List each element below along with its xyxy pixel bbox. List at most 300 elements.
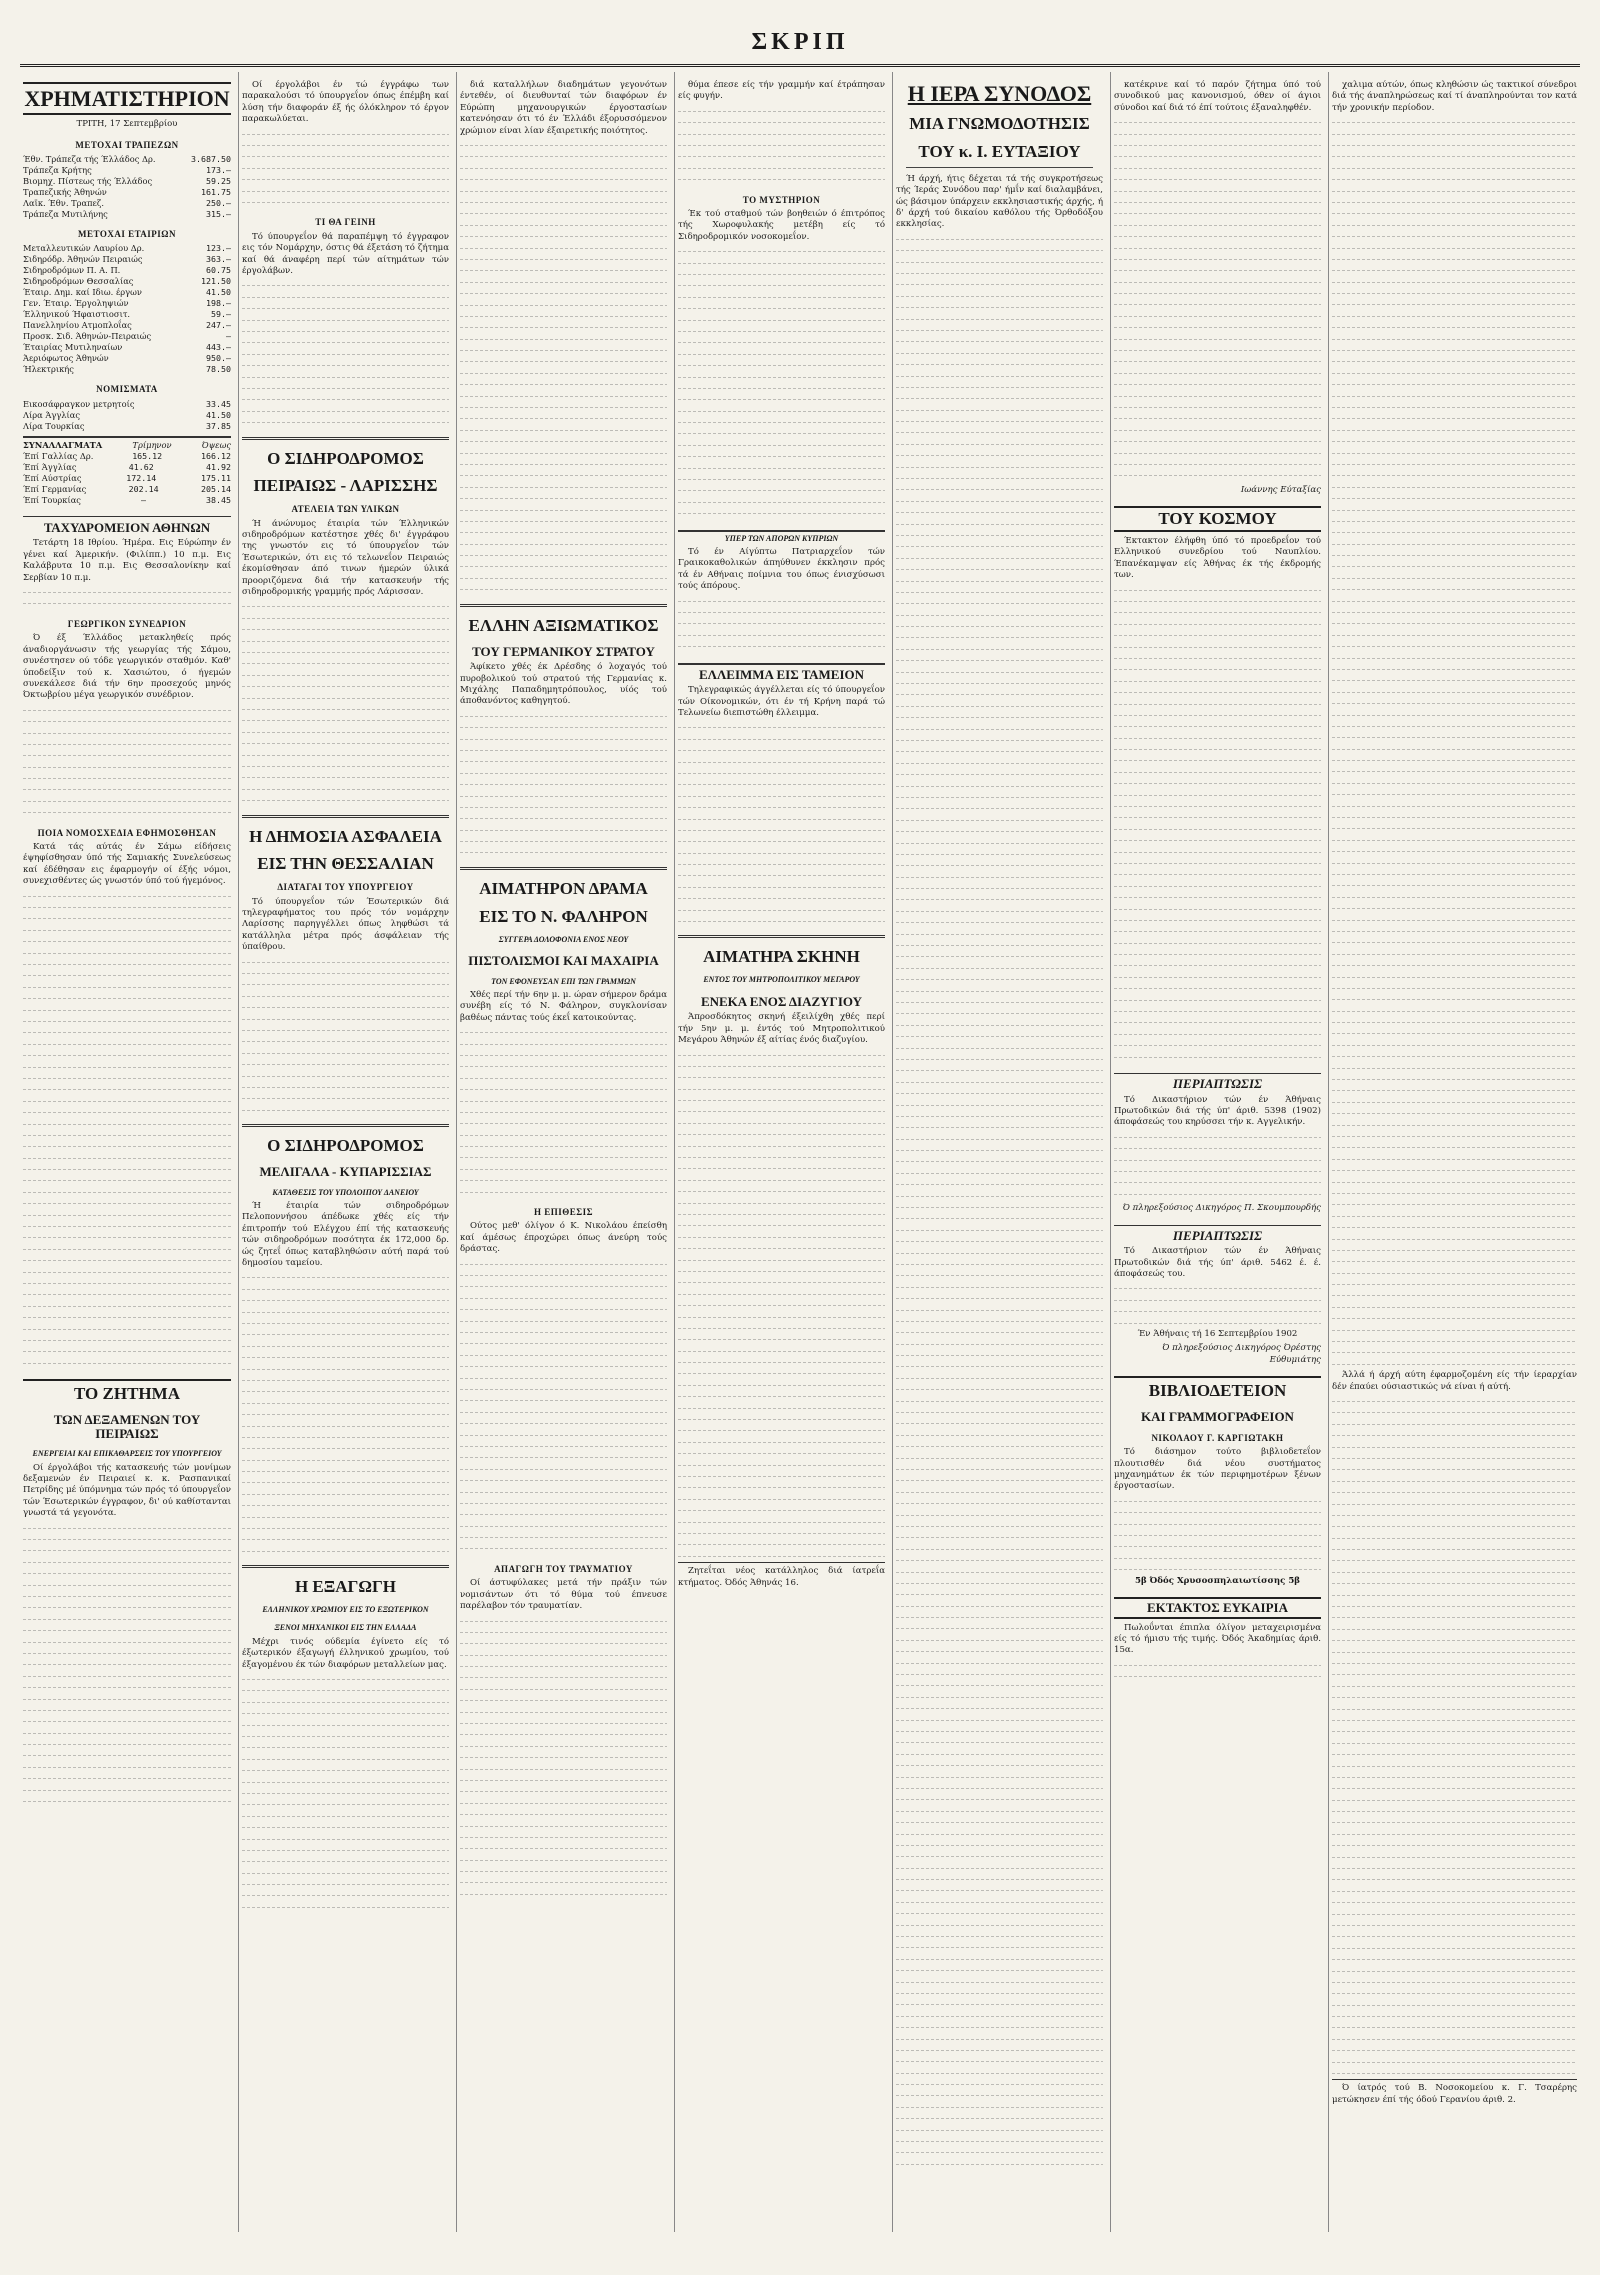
text-line [1332, 1590, 1577, 1601]
zitima-heading: ΤΟ ΖΗΤΗΜΑ [23, 1379, 231, 1403]
text-line [1332, 1544, 1577, 1555]
deficit-text: Τηλεγραφικώς άγγέλλεται είς τό ύπουργεΐον τών Οίκονομικών, ότι έν τή Κρήνη παρά τώ Τελωνείω διεπιστώθη έλλειμμα. [678, 685, 885, 718]
text-line [896, 860, 1103, 871]
text-line [1332, 1897, 1577, 1908]
synod-subheading-2: ΤΟΥ κ. Ι. ΕΥΤΑΞΙΟΥ [918, 141, 1081, 161]
text-line [1332, 1407, 1577, 1418]
text-line [1332, 1658, 1577, 1669]
text-line [1332, 710, 1577, 721]
text-line [896, 974, 1103, 985]
fx-name: Έπί Γαλλίας Δρ. [23, 450, 94, 461]
text-line [1332, 1051, 1577, 1062]
text-line [1332, 1647, 1577, 1658]
text-line [1332, 994, 1577, 1005]
text-line [896, 1373, 1103, 1384]
currency-list [23, 399, 231, 432]
text-line [896, 701, 1103, 712]
rail1-subheading: ΠΕΙΡΑΙΩΣ - ΛΑΡΙΣΣΗΣ [253, 476, 438, 496]
text-line [896, 1008, 1103, 1019]
text-line [1332, 1419, 1577, 1430]
text-line [896, 1111, 1103, 1122]
col7-doctor-notice: Ό ίατρός τού Β. Νοσοκομείου κ. Γ. Τσαρέρης μετώκησεν έπί τής όδού Γερανίου άριθ. 2. [1332, 2079, 1577, 2106]
text-line [896, 1043, 1103, 1054]
text-line [896, 849, 1103, 860]
ti-heading: ΤΙ ΘΑ ΓΕΙΝΗ [315, 217, 376, 228]
text-line [1332, 391, 1577, 402]
text-line [1332, 1006, 1577, 1017]
text-line [896, 416, 1103, 427]
text-line [1332, 1726, 1577, 1737]
col6-intro: κατέκρινε καί τό παρόν ζήτημα ύπό τού συνοδικού μας κανονισμού, όθεν οί άγιοι σύνοδοι καί διά τό έπί τούτοις έξαναληφθέν. [1114, 80, 1321, 113]
text-line [1332, 448, 1577, 459]
company-row [23, 364, 231, 375]
text-line [896, 279, 1103, 290]
text-line [896, 598, 1103, 609]
text-line [896, 1715, 1103, 1726]
currency-heading: ΝΟΜΙΣΜΑΤΑ [96, 384, 158, 395]
text-line [1332, 1199, 1577, 1210]
germ-subheading: ΤΟΥ ΓΕΡΜΑΝΙΚΟΥ ΣΤΡΑΤΟΥ [472, 643, 655, 659]
bank-value: 250.— [206, 197, 231, 208]
drama-heading: ΑΙΜΑΤΗΡΟΝ ΔΡΑΜΑ [479, 878, 648, 898]
text-line [1332, 1154, 1577, 1165]
export-subheading-2: ΞΕΝΟΙ ΜΗΧΑΝΙΚΟΙ ΕΙΣ ΤΗΝ ΕΛΛΑΔΑ [274, 1623, 417, 1633]
column-3 [456, 72, 670, 2232]
text-line [896, 621, 1103, 632]
text-line [896, 302, 1103, 313]
text-line [1332, 550, 1577, 561]
text-line [896, 2079, 1103, 2090]
fx-name: Έπί Γερμανίας [23, 483, 87, 494]
text-line [1332, 778, 1577, 789]
columns [20, 72, 1580, 2232]
company-name: Έταιρίας Μυτιληναίων [23, 342, 123, 353]
text-line [896, 2011, 1103, 2022]
shop-heading-2: ΚΑΙ ΓΡΑΜΜΟΓΡΑΦΕΙΟΝ [1141, 1409, 1294, 1425]
text-line [1332, 322, 1577, 333]
text-line [1332, 903, 1577, 914]
chance-text: Πωλοΰνται έπιπλα όλίγον μεταχειρισμένα είς τό ήμισυ τής τιμής. Όδός Άκαδημίας άριθ. 15α. [1114, 1622, 1321, 1656]
text-line [1332, 823, 1577, 834]
text-line [896, 2113, 1103, 2124]
text-line [1332, 299, 1577, 310]
text-line [896, 1168, 1103, 1179]
text-line [896, 951, 1103, 962]
text-line [896, 587, 1103, 598]
text-line [896, 746, 1103, 757]
text-line [1332, 1142, 1577, 1153]
text-line [1332, 721, 1577, 732]
text-line [896, 1077, 1103, 1088]
shop-text: Τό διάσημον τούτο βιβλιοδετεΐον πλουτισθέν διά νέου συστήματος μηχανημάτων έκ τών περιφημοτέρων ξένων έργοστασίων. [1114, 1447, 1321, 1492]
company-row [23, 309, 231, 320]
text-line [896, 1646, 1103, 1657]
fx-value-a: 41.62 [128, 461, 154, 472]
text-line [1332, 1943, 1577, 1954]
text-line [896, 1396, 1103, 1407]
currency-row [23, 399, 231, 410]
bank-row [23, 154, 231, 165]
text-line [896, 2045, 1103, 2056]
text-line [896, 792, 1103, 803]
text-line [1332, 163, 1577, 174]
text-line [1332, 1874, 1577, 1885]
company-row [23, 243, 231, 254]
text-line [1332, 573, 1577, 584]
rail2-heading: Ο ΣΙΔΗΡΟΔΡΟΜΟΣ [267, 1136, 424, 1156]
text-line [896, 371, 1103, 382]
column-5 [892, 72, 1106, 2232]
bank-value: 59.25 [206, 175, 231, 186]
text-line [1332, 1040, 1577, 1051]
text-line [896, 1054, 1103, 1065]
text-line [896, 325, 1103, 336]
column-4 [674, 72, 888, 2232]
scene-heading: ΑΙΜΑΤΗΡΑ ΣΚΗΝΗ [703, 947, 860, 967]
text-line [1332, 1521, 1577, 1532]
text-line [1332, 1601, 1577, 1612]
text-line [1332, 1612, 1577, 1623]
column-2 [238, 72, 452, 2232]
text-line [1332, 1234, 1577, 1245]
text-line [1332, 1336, 1577, 1347]
masthead-title: ΣΚΡΙΠ [751, 29, 849, 55]
text-line [1332, 1017, 1577, 1028]
text-line [1332, 1977, 1577, 1988]
text-line [896, 1635, 1103, 1646]
text-line [1332, 869, 1577, 880]
text-line [896, 1384, 1103, 1395]
text-line [896, 735, 1103, 746]
text-line [896, 1407, 1103, 1418]
text-line [1332, 288, 1577, 299]
company-row [23, 276, 231, 287]
geo-text: Ό έξ Έλλάδος μετακληθείς πρός άναδιοργάνωσιν τής γεωργίας τής Σάμου, συνέστησεν ού τόδε γεωργικόν σταθμόν. Καθ' ύποδείξιν τού κ. Χασιώτου, ό ήγεμών συνεκάλεσε διά τήν 6ην προσεχούς μηνός Όκτωβρίου μέγα γεωργικόν συνέδριον. [23, 633, 231, 701]
fx-value-a: — [140, 494, 146, 505]
rail1-subheading-2: ΑΤΕΛΕΙΑ ΤΩΝ ΥΛΙΚΩΝ [291, 504, 400, 515]
rail2-subheading-2: ΚΑΤΑΘΕΣΙΣ ΤΟΥ ΥΠΟΛΟΙΠΟΥ ΔΑΝΕΙΟΥ [272, 1187, 419, 1197]
text-line [896, 758, 1103, 769]
text-line [1332, 846, 1577, 857]
company-value: 41.50 [206, 287, 231, 298]
drama-subheading-3: ΠΙΣΤΟΛΙΣΜΟΙ ΚΑΙ ΜΑΧΑΙΡΙΑ [468, 952, 659, 968]
text-line [1332, 1302, 1577, 1313]
text-line [1332, 1931, 1577, 1942]
text-line [1332, 1325, 1577, 1336]
text-line [896, 1612, 1103, 1623]
text-line [896, 1293, 1103, 1304]
text-line [896, 496, 1103, 507]
wounded-heading: ΑΠΑΓΩΓΗ ΤΟΥ ΤΡΑΥΜΑΤΙΟΥ [494, 1563, 633, 1574]
text-line [1332, 1222, 1577, 1233]
text-line [896, 2125, 1103, 2136]
text-line [1332, 1211, 1577, 1222]
text-line [896, 1213, 1103, 1224]
company-value: 198.— [206, 298, 231, 309]
text-line [896, 963, 1103, 974]
text-line [1332, 1567, 1577, 1578]
company-name: Άεριόφωτος Άθηνών [23, 353, 109, 364]
text-line [1332, 983, 1577, 994]
lost-text-1: Τό Δικαστήριον τών έν Άθήναις Πρωτοδικών διά τής ύπ' άριθ. 5398 (1902) άποφάσεώς του κηρύσσει τήν κ. Αγγελικήν. [1114, 1094, 1321, 1128]
text-line [1332, 2068, 1577, 2079]
text-line [896, 1555, 1103, 1566]
text-line [1332, 1533, 1577, 1544]
text-line [1332, 1430, 1577, 1441]
text-line [896, 1236, 1103, 1247]
company-value: 247.— [206, 320, 231, 331]
text-line [896, 484, 1103, 495]
currency-value: 41.50 [206, 409, 231, 420]
scene-subheading-2: ΕΝΕΚΑ ΕΝΟΣ ΔΙΑΖΥΓΙΟΥ [700, 993, 863, 1009]
text-line [896, 1202, 1103, 1213]
text-line [1332, 607, 1577, 618]
text-line [896, 473, 1103, 484]
company-value: 363.— [206, 254, 231, 265]
safety-heading: Η ΔΗΜΟΣΙΑ ΑΣΦΑΛΕΙΑ [249, 826, 442, 846]
text-line [896, 1578, 1103, 1589]
export-subheading: ΕΛΛΗΝΙΚΟΥ ΧΡΩΜΙΟΥ ΕΙΣ ΤΟ ΕΞΩΤΕΡΙΚΟΝ [262, 1605, 429, 1615]
companies-heading: ΜΕΤΟΧΑΙ ΕΤΑΙΡΙΩΝ [78, 228, 176, 239]
scene-text: Άπροσδόκητος σκηνή έξειλίχθη χθές περί τήν 5ην μ. μ. έντός τού Μητροπολιτικού Μεγάρου Άθηνών έξ αίτίας ένός διαζυγίου. [678, 1012, 885, 1046]
text-line [1332, 561, 1577, 572]
bank-row [23, 209, 231, 220]
text-line [896, 1487, 1103, 1498]
text-line [1332, 1165, 1577, 1176]
text-line [896, 894, 1103, 905]
text-line [1332, 208, 1577, 219]
stock-exchange-title: ΧΡΗΜΑΤΙΣΤΗΡΙΟΝ [23, 82, 231, 115]
fx-name: Έπί Αύστρίας [23, 472, 82, 483]
germ-text: Άφίκετο χθές έκ Δρέσδης ό λοχαγός τού πυροβολικού τού στρατού τής Γερμανίας κ. Μιχάλης Παπαδημητρόπουλος, υίός τού άποθανόντος καθηγητού. [460, 662, 667, 707]
text-line [1332, 1063, 1577, 1074]
company-value: 121.50 [201, 276, 231, 287]
geo-heading: ΓΕΩΡΓΙΚΟΝ ΣΥΝΕΔΡΙΟΝ [67, 618, 187, 629]
currency-value: 33.45 [206, 398, 231, 409]
company-row [23, 298, 231, 309]
shop-address: 5β Όδός Χρυσοσπηλαιωτίσσης 5β [1134, 1575, 1301, 1586]
eph-heading: ΠΟΙΑ ΝΟΜΟΣΧΕΔΙΑ ΕΦΗΜΟΣΘΗΣΑΝ [37, 827, 217, 838]
text-line [896, 1680, 1103, 1691]
text-line [896, 268, 1103, 279]
company-name: Έταιρ. Δημ. καί Ιδιω. έργων [23, 287, 142, 298]
text-line [1332, 334, 1577, 345]
text-line [1332, 1738, 1577, 1749]
text-line [896, 1623, 1103, 1634]
post-text: Τετάρτη 18 Ιθρίου. Ήμέρα. Εις Εύρώπην έν γένει καί Άμερικήν. (Φιλίππ.) 10 π.μ. Εις Καλάβρυτα 10 π.μ. Εις Θεσσαλονίκην καί Σερβίαν 10 π.μ. [23, 538, 231, 583]
drama-subheading: ΕΙΣ ΤΟ Ν. ΦΑΛΗΡΟΝ [479, 906, 648, 926]
text-line [1332, 436, 1577, 447]
text-line [896, 2136, 1103, 2147]
company-row [23, 331, 231, 342]
text-line [896, 1453, 1103, 1464]
text-line [896, 1134, 1103, 1145]
text-line [1332, 1268, 1577, 1279]
text-line [896, 1874, 1103, 1885]
text-line [1332, 243, 1577, 254]
text-line [1332, 2000, 1577, 2011]
text-line [1332, 1829, 1577, 1840]
companies-list [23, 243, 231, 375]
lost-signature-1: Ό πληρεξούσιος Δικηγόρος Π. Σκουμπουρδής [1122, 1203, 1321, 1214]
text-line [896, 1259, 1103, 1270]
text-line [1332, 254, 1577, 265]
text-line [1332, 1863, 1577, 1874]
fx-value-b: 38.45 [206, 494, 231, 505]
text-line [896, 314, 1103, 325]
company-row [23, 265, 231, 276]
rail1-text: Ή άνώνυμος έταιρία τών Έλληνικών σιδηροδρόμων κατέστησε χθές δι' έγγράφου της γνωστόν εις τό ύπουργεΐον τών Έσωτερικών, ότι εις τό τελωνεΐον Πειραιώς έκομίσθησαν άπό τινων ήμερών ύλικά προοριζόμενα διά τήν κατασκευήν τής σιδηροδρομικής γραμμής πρός Λάρισσαν. [242, 518, 449, 598]
stock-date: ΤΡΙΤΗ, 17 Σεπτεμβρίου [76, 119, 178, 130]
wounded-text: Οί άστυφύλακες μετά τήν πράξιν τών νομισάντων ότι τό θύμα τού έπνευσε παρέλαβον τόν τραυματίαν. [460, 1578, 667, 1612]
text-line [896, 1270, 1103, 1281]
text-line [896, 1692, 1103, 1703]
text-line [1332, 2034, 1577, 2045]
company-name: Σιδηροδρόμων Π. Α. Π. [23, 265, 121, 276]
column-6 [1110, 72, 1324, 2232]
text-line [896, 2034, 1103, 2045]
text-line [1332, 880, 1577, 891]
text-line [1332, 1442, 1577, 1453]
bank-value: 315.— [206, 208, 231, 219]
text-line [896, 427, 1103, 438]
text-line [896, 917, 1103, 928]
text-line [896, 1418, 1103, 1429]
ti-text: Τό ύπουργεΐον θά παραπέμψη τό έγγραφον εις τόν Νομάρχην, όστις θά έξετάση τό ζήτημα καί θά άναφέρη περί τών αίτημάτων τών έργολάβων. [242, 231, 449, 277]
text-line [1332, 926, 1577, 937]
fx-row [23, 451, 231, 462]
text-line [1332, 1795, 1577, 1806]
text-line [1332, 1761, 1577, 1772]
text-line [896, 1020, 1103, 1031]
text-line [896, 1350, 1103, 1361]
bank-name: Έθν. Τράπεζα τής Έλλάδος Δρ. [23, 153, 156, 164]
company-value: 123.— [206, 243, 231, 254]
text-line [896, 1316, 1103, 1327]
fx-row [23, 495, 231, 506]
text-line [896, 769, 1103, 780]
text-line [896, 1885, 1103, 1896]
post-heading: ΤΑΧΥΔΡΟΜΕΙΟΝ ΑΘΗΝΩΝ [23, 516, 231, 535]
text-line [1332, 1635, 1577, 1646]
text-line [896, 724, 1103, 735]
safety-subheading: ΕΙΣ ΤΗΝ ΘΕΣΣΑΛΙΑΝ [257, 854, 434, 874]
company-name: Προσκ. Σιδ. Άθηνών-Πειραιώς [23, 331, 152, 342]
text-line [896, 291, 1103, 302]
text-line [896, 803, 1103, 814]
drama-subheading-2: ΣΥΓΓΕΡΑ ΔΟΛΟΦΟΝΙΑ ΕΝΟΣ ΝΕΟΥ [498, 934, 629, 944]
text-line [896, 1954, 1103, 1965]
text-line [896, 1441, 1103, 1452]
rail2-text: Ή έταιρία τών σιδηροδρόμων Πελοποννήσου άπέδωκε χθές είς τήν έπιτροπήν τού Ελέγχου έπί τής κατασκευής τών σιδηροδρόμων ποσότητα έκ 172,000 δρ. ώς ζητεΐ όπως καταβληθώσιν αύτή παρά τού δημοσίου ταμείου. [242, 1201, 449, 1269]
text-line [896, 1327, 1103, 1338]
shop-owner: ΝΙΚΟΛΑΟΥ Γ. ΚΑΡΓΙΩΤΑΚΗ [1151, 1432, 1284, 1443]
text-line [1332, 949, 1577, 960]
text-line [1332, 1783, 1577, 1794]
text-line [896, 1965, 1103, 1976]
drama-subheading-4: ΤΟΝ ΕΦΟΝΕΥΣΑΝ ΕΠΙ ΤΩΝ ΓΡΑΜΜΩΝ [491, 976, 636, 986]
fx-value-b: 205.14 [201, 483, 231, 494]
text-line [896, 712, 1103, 723]
text-line [1332, 744, 1577, 755]
text-line [1332, 960, 1577, 971]
text-line [1332, 516, 1577, 527]
text-line [896, 1601, 1103, 1612]
text-line [1332, 1772, 1577, 1783]
company-value: 950.— [206, 353, 231, 364]
text-line [1332, 892, 1577, 903]
text-line [896, 1361, 1103, 1372]
text-line [896, 336, 1103, 347]
text-line [1332, 1669, 1577, 1680]
safety-subheading-2: ΔΙΑΤΑΓΑΙ ΤΟΥ ΥΠΟΥΡΓΕΙΟΥ [277, 882, 414, 893]
text-line [1332, 2045, 1577, 2056]
text-line [896, 1145, 1103, 1156]
company-value: 78.50 [206, 364, 231, 375]
text-line [1332, 1396, 1577, 1407]
world-text: Έκτακτον έλήφθη ύπό τό προεδρεΐον τού Ελληνικού συνεδρίου τού Ναυπλίου. Έπανέκαμψαν είς Άθήνας έκ τής έκδρομής των. [1114, 535, 1321, 581]
text-line [896, 1703, 1103, 1714]
lost-heading-1: ΠΕΡΙΑΠΤΩΣΙΣ [1114, 1073, 1321, 1091]
company-value: 60.75 [206, 265, 231, 276]
text-line [896, 439, 1103, 450]
text-line [896, 1430, 1103, 1441]
text-line [896, 1863, 1103, 1874]
text-line [1332, 1886, 1577, 1897]
text-line [1332, 858, 1577, 869]
text-line [896, 1225, 1103, 1236]
text-line [896, 1498, 1103, 1509]
text-line [896, 929, 1103, 940]
text-line [896, 405, 1103, 416]
text-line [896, 1783, 1103, 1794]
world-heading: ΤΟΥ ΚΟΣΜΟΥ [1114, 506, 1321, 532]
company-name: Έλληνικού Ήφαιστιοσιτ. [23, 309, 131, 320]
company-name: Σιδηρόδρ. Άθηνών Πειραιώς [23, 254, 143, 265]
text-line [896, 359, 1103, 370]
text-line [1332, 1177, 1577, 1188]
currency-name: Εικοσάφραγκον μετρητοίς [23, 398, 135, 409]
text-line [896, 1851, 1103, 1862]
rail1-heading: Ο ΣΙΔΗΡΟΔΡΟΜΟΣ [267, 448, 424, 468]
company-row [23, 254, 231, 265]
text-line [1332, 174, 1577, 185]
text-line [1332, 425, 1577, 436]
text-line [1332, 1499, 1577, 1510]
attack-heading: Η ΕΠΙΘΕΣΙΣ [533, 1207, 594, 1218]
company-name: Ήλεκτρικής [23, 364, 74, 375]
banks-list [23, 154, 231, 220]
text-line [1332, 1245, 1577, 1256]
text-line [1332, 1966, 1577, 1977]
bank-row [23, 165, 231, 176]
text-line [896, 1999, 1103, 2010]
bank-name: Τράπεζα Κρήτης [23, 164, 92, 175]
company-name: Πανελληνίου Ατμοπλοΐας [23, 320, 132, 331]
text-line [1332, 470, 1577, 481]
fx-name: Έπί Άγγλίας [23, 461, 77, 472]
text-line [1332, 1476, 1577, 1487]
fx-row [23, 484, 231, 495]
eph-text: Κατά τάς αύτάς έν Σάμω είδήσεις έψηφίσθησαν ύπό τής Σαμιακής Συνελεύσεως καί έδέθησαν εις έφαρμογήν οί έξής νόμοι, συνεχισθέντες ώς γνωστόν ύπό τού ήγεμόνος. [23, 842, 231, 887]
text-line [1332, 732, 1577, 743]
col2-intro: Οί έργολάβοι έν τώ έγγράφω των παρακαλούσι τό ύπουργεΐον όπως έπέμβη καί λύση τήν διαφοράν έξ ής όλόκληρον τό έργον παρακωλύεται. [242, 80, 449, 125]
fx-col-b: Όψεως [201, 439, 231, 450]
bank-value: 3.687.50 [191, 153, 231, 164]
text-line [896, 940, 1103, 951]
bank-name: Τραπεζικής Άθηνών [23, 186, 107, 197]
zitima-text: Οί έργολάβοι τής κατασκευής τών μονίμων δεξαμενών έν Πειραιεί κ. κ. Ρασπανικαί Πετρίδης μέ ύπόμνημα τών πρός τό ύπουργεΐον τών Έσωτερικών έγγραφον, δι' ού καθίστανται γνωστά τά γεγονότα. [23, 1462, 231, 1519]
